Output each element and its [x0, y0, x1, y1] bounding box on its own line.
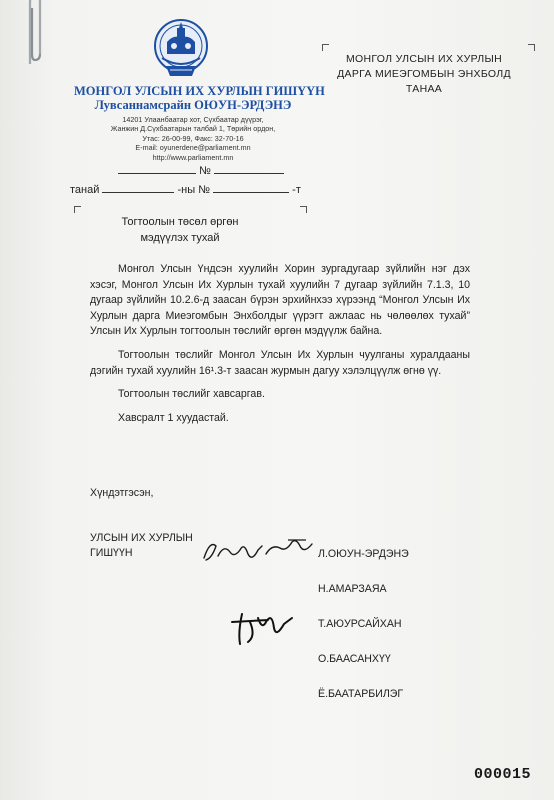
address-line: Жанжин Д.Сүхбаатарын талбай 1, Төрийн ордон, — [110, 124, 276, 134]
website-line: http://www.parliament.mn — [152, 152, 234, 162]
address-line: 14201 Улаанбаатар хот, Сүхбаатар дүүрэг, — [122, 115, 264, 124]
body-paragraph: Тогтоолын төслийг хавсаргав. — [118, 388, 265, 401]
signer-title-line: УЛСЫН ИХ ХУРЛЫН — [90, 532, 193, 544]
signature-ayursaikhan — [228, 608, 298, 648]
addressee-line: ТАНАА — [405, 83, 443, 95]
blank-line — [118, 173, 196, 174]
blank-line — [102, 192, 174, 193]
body-paragraph: Тогтоолын төслийг Монгол Улсын Их Хурлын чуулганы хуралдааны дэгийн тухай хуулийн 16¹.3-т заасан журмын дагуу хэлэлцүүлж өгнө үү. — [90, 348, 470, 377]
addressee-line: ДАРГА МИЕЭГОМБЫН ЭНХБОЛД — [337, 68, 511, 80]
letterhead-contact — [74, 115, 312, 162]
paper-clip-icon — [22, 0, 46, 66]
email-line: E-mail: oyunerdene@parliament.mn — [135, 143, 251, 153]
addressee-line: МОНГОЛ УЛСЫН ИХ ХУРЛЫН — [346, 53, 502, 65]
document-number-stamp: 000015 — [474, 766, 532, 783]
blank-line — [214, 173, 284, 174]
subject-line: мэдүүлэх тухай — [140, 232, 220, 244]
number-sign: № — [199, 165, 211, 177]
body-paragraph: Монгол Улсын Үндсэн хуулийн Хорин зургадугаар зүйлийн нэг дэх хэсэг, Монгол Улсын Их Хурлын тухай хуулийн 7 дугаар зүйлийн 7.1.3, 10 дугаар зүйлийн 10.2.6-д заасан бүрэн эрхийнхээ хүрээнд “Монгол Улсын Их Хурлын дарга Миеэгомбын Энхболдыг үүрэгт ажлаас нь чөлөөлөх тухай” Улсын Их Хурлын тогтоолын төслийг өргөн мэдүүлж байна. — [90, 263, 470, 338]
letter-number-field — [118, 165, 284, 177]
corner-mark — [528, 44, 535, 51]
letterhead-member-name: Лувсаннамсрайн ОЮУН-ЭРДЭНЭ — [94, 98, 292, 112]
signatory-name: О.БААСАНХҮҮ — [318, 653, 391, 665]
signer-title-line: ГИШҮҮН — [90, 547, 133, 559]
signatory-name: Т.АЮУРСАЙХАН — [318, 618, 402, 630]
signatory-name: Л.ОЮУН-ЭРДЭНЭ — [318, 548, 409, 560]
corner-mark — [322, 44, 329, 51]
date-prefix: танай — [70, 184, 100, 196]
letter-body — [90, 262, 470, 434]
phone-line: Утас: 26-00-99, Факс: 32-70-16 — [142, 133, 244, 143]
blank-line — [213, 192, 289, 193]
corner-mark — [74, 206, 81, 213]
reference-date-field — [70, 184, 301, 196]
addressee-block — [324, 52, 524, 97]
date-mid: -ны — [177, 184, 196, 196]
date-number-sign: № — [198, 184, 211, 196]
corner-mark — [300, 206, 307, 213]
signature-oyun-erdene — [200, 536, 320, 564]
body-paragraph: Хавсралт 1 хуудастай. — [118, 411, 229, 424]
date-suffix: -т — [292, 184, 301, 196]
signatory-name: Н.АМАРЗАЯА — [318, 583, 387, 595]
signer-title — [90, 531, 193, 561]
letter-subject — [90, 214, 270, 246]
closing-salutation: Хүндэтгэсэн, — [90, 487, 154, 499]
subject-line: Тогтоолын төсөл өргөн — [121, 216, 239, 228]
letterhead-org-name: МОНГОЛ УЛСЫН ИХ ХУРЛЫН ГИШҮҮН — [74, 84, 325, 98]
signatory-name: Ё.БААТАРБИЛЭГ — [318, 688, 404, 700]
state-emblem-icon — [152, 16, 210, 82]
